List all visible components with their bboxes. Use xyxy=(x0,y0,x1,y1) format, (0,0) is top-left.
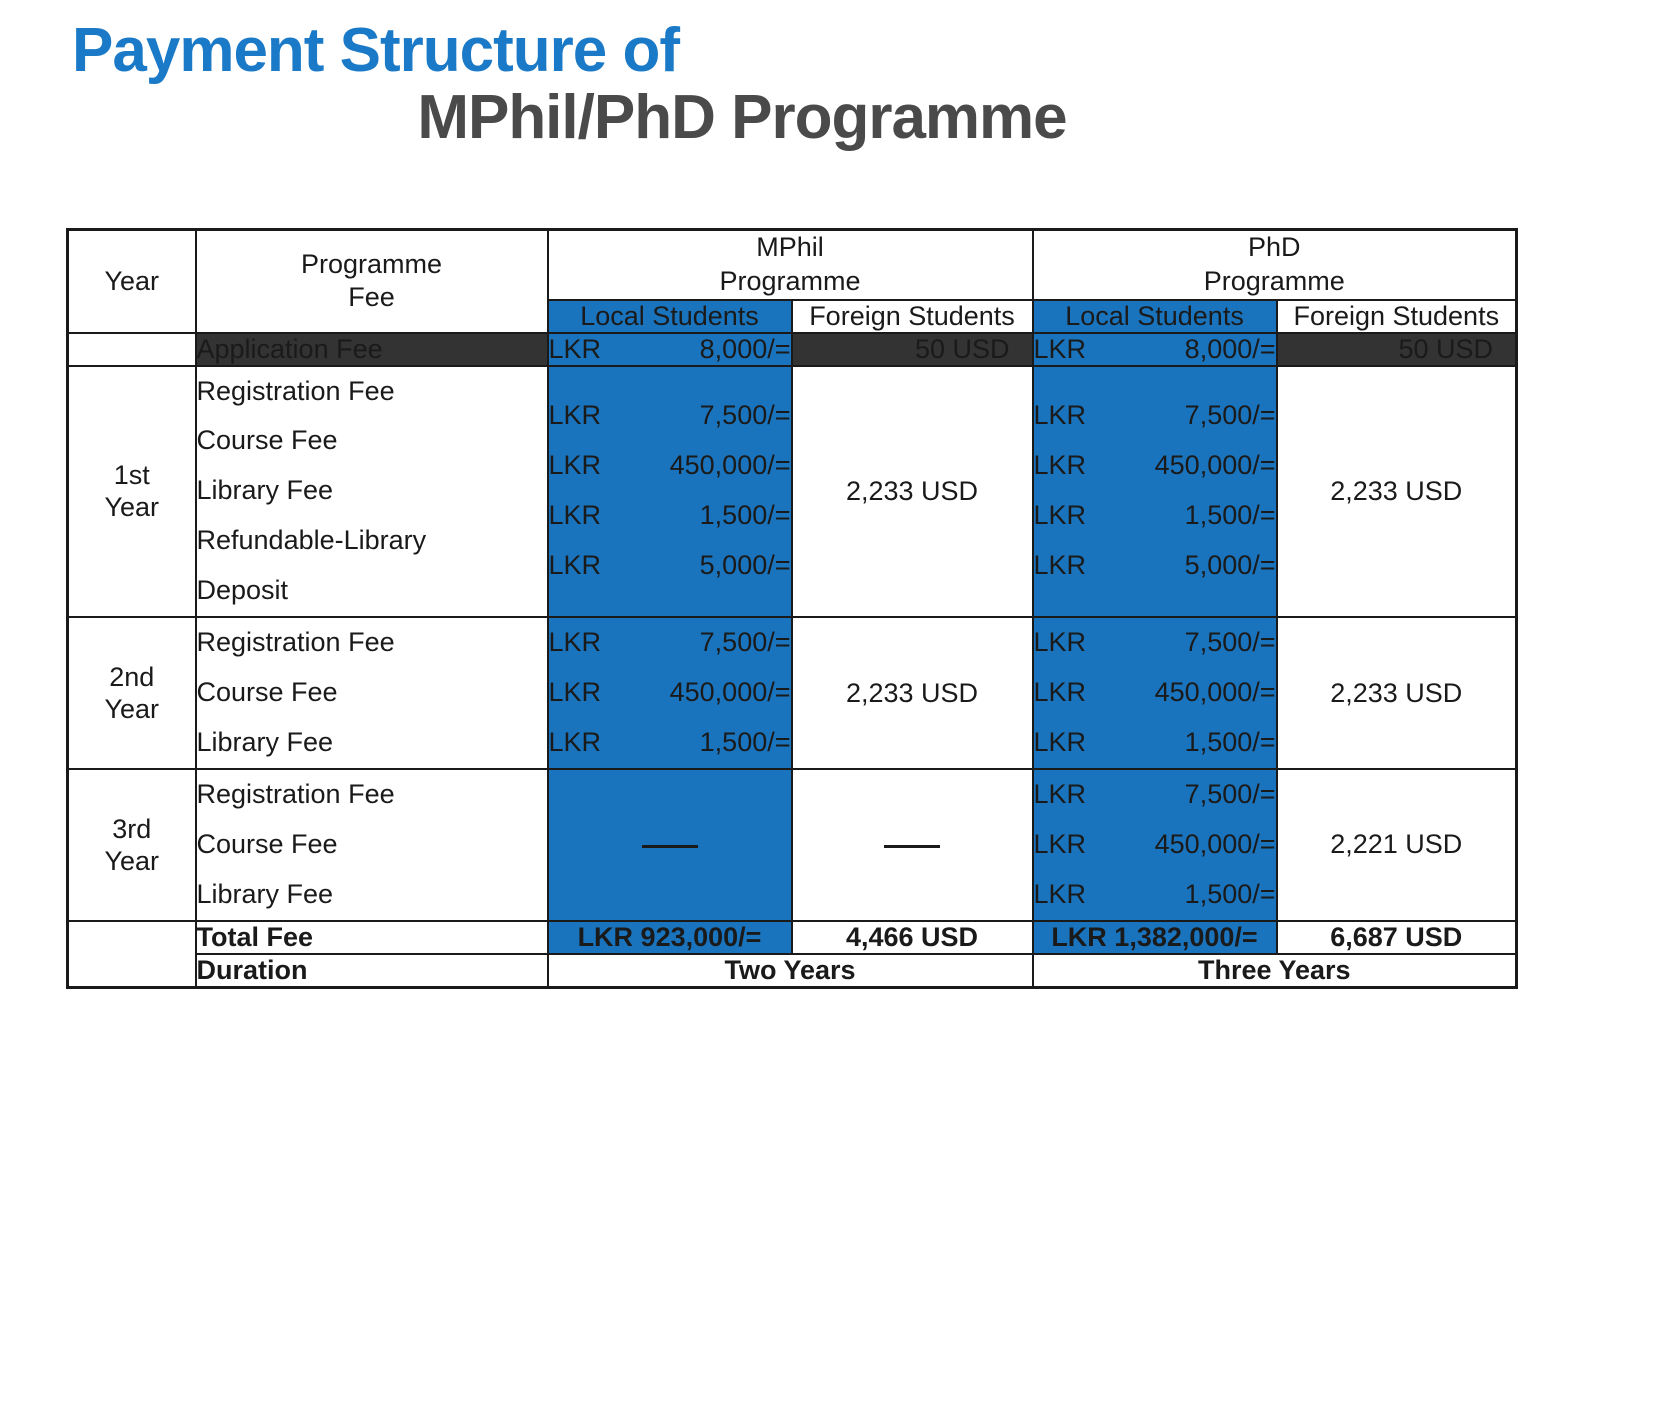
year-1-fee-3: Refundable-Library xyxy=(196,525,427,556)
year-1-phd-local-amounts xyxy=(1033,366,1277,618)
amount-row: LKR 1,500/= xyxy=(1033,878,1276,909)
year-3-line2: Year xyxy=(104,845,160,876)
header-mphil-programme xyxy=(548,230,1033,300)
year-3-mphil-local-dash xyxy=(548,769,792,921)
duration-year-spacer xyxy=(68,954,196,988)
year-2-mphil-local-amounts xyxy=(548,617,792,769)
application-fee-label: Application Fee xyxy=(196,333,548,366)
duration-mphil: Two Years xyxy=(548,954,1033,988)
amount-row: LKR 1,500/= xyxy=(1033,727,1276,758)
year-1-mphil-local-amounts xyxy=(548,366,792,618)
year-3-fee-list xyxy=(196,769,548,921)
year-2-line1: 2nd xyxy=(109,661,155,692)
year-2-label xyxy=(68,617,196,769)
year-3-line1: 3rd xyxy=(112,813,152,844)
amount-row: LKR 1,500/= xyxy=(1033,500,1276,531)
header-programme-fee-line1: Programme xyxy=(300,248,443,279)
page-title xyxy=(72,0,1352,152)
year-3-fee-2: Library Fee xyxy=(196,878,334,909)
year-2-phd-foreign-amount: 2,233 USD xyxy=(1277,617,1517,769)
year-3-phd-foreign-amount: 2,221 USD xyxy=(1277,769,1517,921)
year-2-mphil-foreign-amount: 2,233 USD xyxy=(792,617,1033,769)
total-fee-phd-foreign: 6,687 USD xyxy=(1277,921,1517,954)
year-1-line1: 1st xyxy=(113,459,150,490)
header-phd-line1: PhD xyxy=(1248,232,1301,262)
year-1-label xyxy=(68,366,196,618)
application-fee-mphil-foreign: 50 USD xyxy=(792,333,1033,366)
total-fee-year-spacer xyxy=(68,921,196,954)
year-3-fee-1: Course Fee xyxy=(196,828,338,859)
amount-row: LKR 7,500/= xyxy=(1033,400,1276,431)
header-mphil-foreign-students: Foreign Students xyxy=(792,300,1033,333)
duration-phd: Three Years xyxy=(1033,954,1517,988)
total-fee-phd-local: LKR 1,382,000/= xyxy=(1033,921,1277,954)
year-3-label xyxy=(68,769,196,921)
amount-row: LKR 7,500/= xyxy=(548,400,791,431)
amount-row: LKR 450,000/= xyxy=(1033,677,1276,708)
row-year-3 xyxy=(68,769,1517,921)
year-1-phd-foreign-amount: 2,233 USD xyxy=(1277,366,1517,618)
header-programme-fee xyxy=(196,230,548,333)
payment-structure-table xyxy=(66,228,1518,989)
dash-icon xyxy=(642,845,698,848)
year-3-phd-local-amounts xyxy=(1033,769,1277,921)
application-fee-phd-local-currency: LKR xyxy=(1033,333,1087,364)
year-1-fee-0: Registration Fee xyxy=(196,375,395,406)
title-line-1: Payment Structure of xyxy=(72,16,680,85)
application-fee-mphil-local xyxy=(548,333,792,366)
total-fee-label: Total Fee xyxy=(196,921,548,954)
total-fee-mphil-local: LKR 923,000/= xyxy=(548,921,792,954)
year-2-phd-local-amounts xyxy=(1033,617,1277,769)
row-application-fee xyxy=(68,333,1517,366)
application-fee-phd-local-amount: 8,000/= xyxy=(1184,333,1276,364)
header-phd-programme xyxy=(1033,230,1517,300)
row-year-2 xyxy=(68,617,1517,769)
amount-row: LKR 7,500/= xyxy=(548,627,791,658)
duration-label: Duration xyxy=(196,954,548,988)
amount-row: LKR 450,000/= xyxy=(1033,828,1276,859)
amount-row: LKR 1,500/= xyxy=(548,727,791,758)
header-phd-line2: Programme xyxy=(1203,265,1345,296)
row-duration xyxy=(68,954,1517,988)
header-mphil-local-students: Local Students xyxy=(548,300,792,333)
amount-row: LKR 5,000/= xyxy=(1033,550,1276,581)
year-1-fee-2: Library Fee xyxy=(196,475,334,506)
header-mphil-line1: MPhil xyxy=(756,232,824,262)
table-header-row-main xyxy=(68,230,1517,300)
application-fee-year-spacer xyxy=(68,333,196,366)
application-fee-phd-foreign: 50 USD xyxy=(1277,333,1517,366)
total-fee-mphil-foreign: 4,466 USD xyxy=(792,921,1033,954)
amount-row: LKR 5,000/= xyxy=(548,550,791,581)
year-2-fee-2: Library Fee xyxy=(196,727,334,758)
header-mphil-line2: Programme xyxy=(719,265,861,296)
amount-row: LKR 1,500/= xyxy=(548,500,791,531)
amount-row: LKR 450,000/= xyxy=(1033,450,1276,481)
year-3-mphil-foreign-dash xyxy=(792,769,1033,921)
row-year-1 xyxy=(68,366,1517,618)
fee-table-container xyxy=(66,228,1515,989)
header-phd-local-students: Local Students xyxy=(1033,300,1277,333)
year-2-fee-0: Registration Fee xyxy=(196,627,395,658)
header-phd-foreign-students: Foreign Students xyxy=(1277,300,1517,333)
year-1-fee-1: Course Fee xyxy=(196,425,338,456)
amount-row: LKR 450,000/= xyxy=(548,450,791,481)
year-3-fee-0: Registration Fee xyxy=(196,779,395,809)
year-2-line2: Year xyxy=(104,694,160,725)
application-fee-phd-local xyxy=(1033,333,1277,366)
year-2-fee-1: Course Fee xyxy=(196,677,338,708)
amount-row: LKR 7,500/= xyxy=(1033,627,1276,658)
row-total-fee xyxy=(68,921,1517,954)
year-1-mphil-foreign-amount: 2,233 USD xyxy=(792,366,1033,618)
header-year: Year xyxy=(68,230,196,333)
year-1-fee-list xyxy=(196,366,548,618)
year-2-fee-list xyxy=(196,617,548,769)
amount-row: LKR 450,000/= xyxy=(548,677,791,708)
amount-row: LKR 7,500/= xyxy=(1033,779,1276,809)
year-1-fee-4: Deposit xyxy=(196,575,289,606)
header-programme-fee-line2: Fee xyxy=(348,282,395,313)
year-1-line2: Year xyxy=(104,492,160,523)
application-fee-mphil-local-currency: LKR xyxy=(548,333,602,364)
dash-icon xyxy=(884,845,940,848)
title-line-2: MPhil/PhD Programme xyxy=(417,82,1067,152)
application-fee-mphil-local-amount: 8,000/= xyxy=(699,333,791,364)
